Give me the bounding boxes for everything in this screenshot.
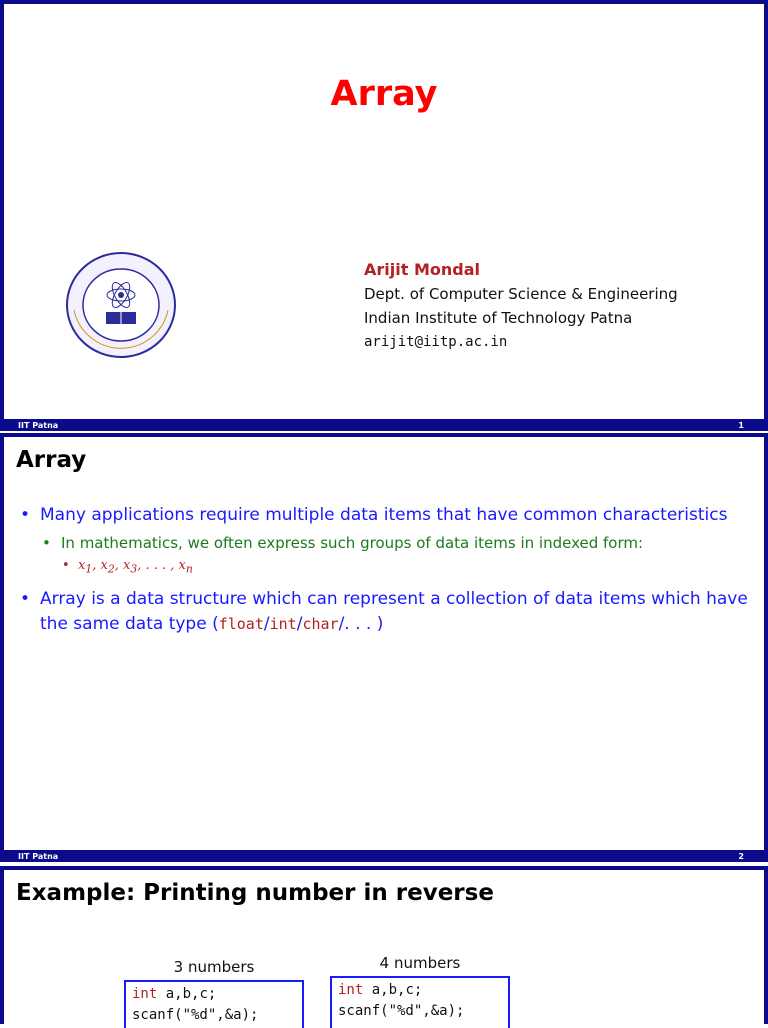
sub-bullet-item: • In mathematics, we often express such groups of data items in indexed form:	[18, 532, 748, 555]
code-line: scanf("%d",&a);	[338, 1003, 465, 1019]
author-institute: Indian Institute of Technology Patna	[364, 309, 633, 327]
code-line: scanf("%d",&a);	[132, 1007, 259, 1023]
frame-title: Example: Printing number in reverse	[16, 880, 494, 906]
footer-label: IIT Patna	[18, 851, 59, 861]
slide-footer	[0, 850, 768, 862]
keyword-int: int	[269, 614, 297, 633]
bullet-icon: •	[42, 534, 51, 552]
caption-3-numbers: 3 numbers	[173, 958, 255, 976]
indexed-form-formula: $x_1$, $x_2$, $x_3$, . . . , $x_n$	[78, 558, 193, 576]
slide-footer	[0, 419, 768, 431]
sub-sub-bullet-item	[18, 555, 748, 581]
keyword-char: char	[302, 614, 339, 633]
page-number: 1	[738, 420, 744, 430]
bullet-icon: •	[20, 505, 31, 525]
bullet-item: • Many applications require multiple data items that have common characteristics	[18, 503, 748, 528]
caption-4-numbers: 4 numbers	[379, 954, 461, 972]
author-name: Arijit Mondal	[364, 260, 480, 279]
author-block	[364, 258, 678, 354]
iit-patna-seal-icon	[64, 250, 178, 360]
bullet-item: • Array is a data structure which can represent a collection of data items which have the same data type (float/int/char/. . . )	[20, 588, 748, 634]
code-block-4-numbers	[330, 976, 510, 1028]
author-email: arijit@iitp.ac.in	[364, 334, 508, 350]
footer-label: IIT Patna	[18, 420, 59, 430]
example-slide	[0, 866, 768, 1024]
bullet-list	[18, 503, 748, 641]
frame-title: Array	[16, 447, 87, 473]
code-line: int a,b,c;	[338, 982, 423, 998]
array-slide	[0, 433, 768, 850]
code-line: int a,b,c;	[132, 986, 217, 1002]
keyword-float: float	[218, 614, 264, 633]
author-dept: Dept. of Computer Science & Engineering	[364, 285, 678, 303]
title-slide	[0, 0, 768, 419]
bullet-icon: •	[62, 558, 70, 573]
slide-title: Array	[330, 74, 438, 114]
code-block-3-numbers	[124, 980, 304, 1028]
bullet-icon: •	[20, 588, 31, 609]
page-number: 2	[738, 851, 744, 861]
